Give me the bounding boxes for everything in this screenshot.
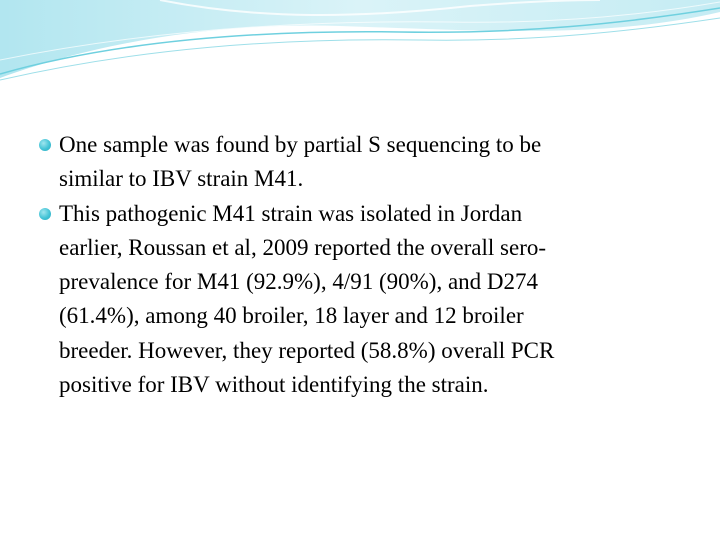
bullet-1-line-1: One sample was found by partial S sequencing to be — [59, 132, 542, 157]
bullet-dot-icon — [39, 139, 51, 151]
bullet-2-line-1: This pathogenic M41 strain was isolated in Jordan — [59, 200, 523, 226]
bullet-2-line-3: prevalence for M41 (92.9%), 4/91 (90%), and D274 — [59, 269, 539, 295]
bullet-2-line-2: earlier, Roussan et al, 2009 reported the overall sero- — [59, 234, 547, 260]
bullet-2-line-5: breeder. However, they reported (58.8%) overall PCR — [59, 337, 555, 363]
bullet-2-line-4: (61.4%), among 40 broiler, 18 layer and 12 broiler — [59, 303, 524, 329]
bullet-2-line-6: positive for IBV without identifying the strain. — [59, 372, 489, 398]
header-wave-decoration — [0, 0, 720, 90]
bullet-item-2 — [36, 197, 686, 403]
bullet-item-1 — [36, 128, 686, 197]
bullet-1-line-2: similar to IBV strain M41. — [59, 166, 304, 192]
bullet-dot-icon — [39, 208, 51, 220]
bullet-list — [36, 128, 686, 402]
